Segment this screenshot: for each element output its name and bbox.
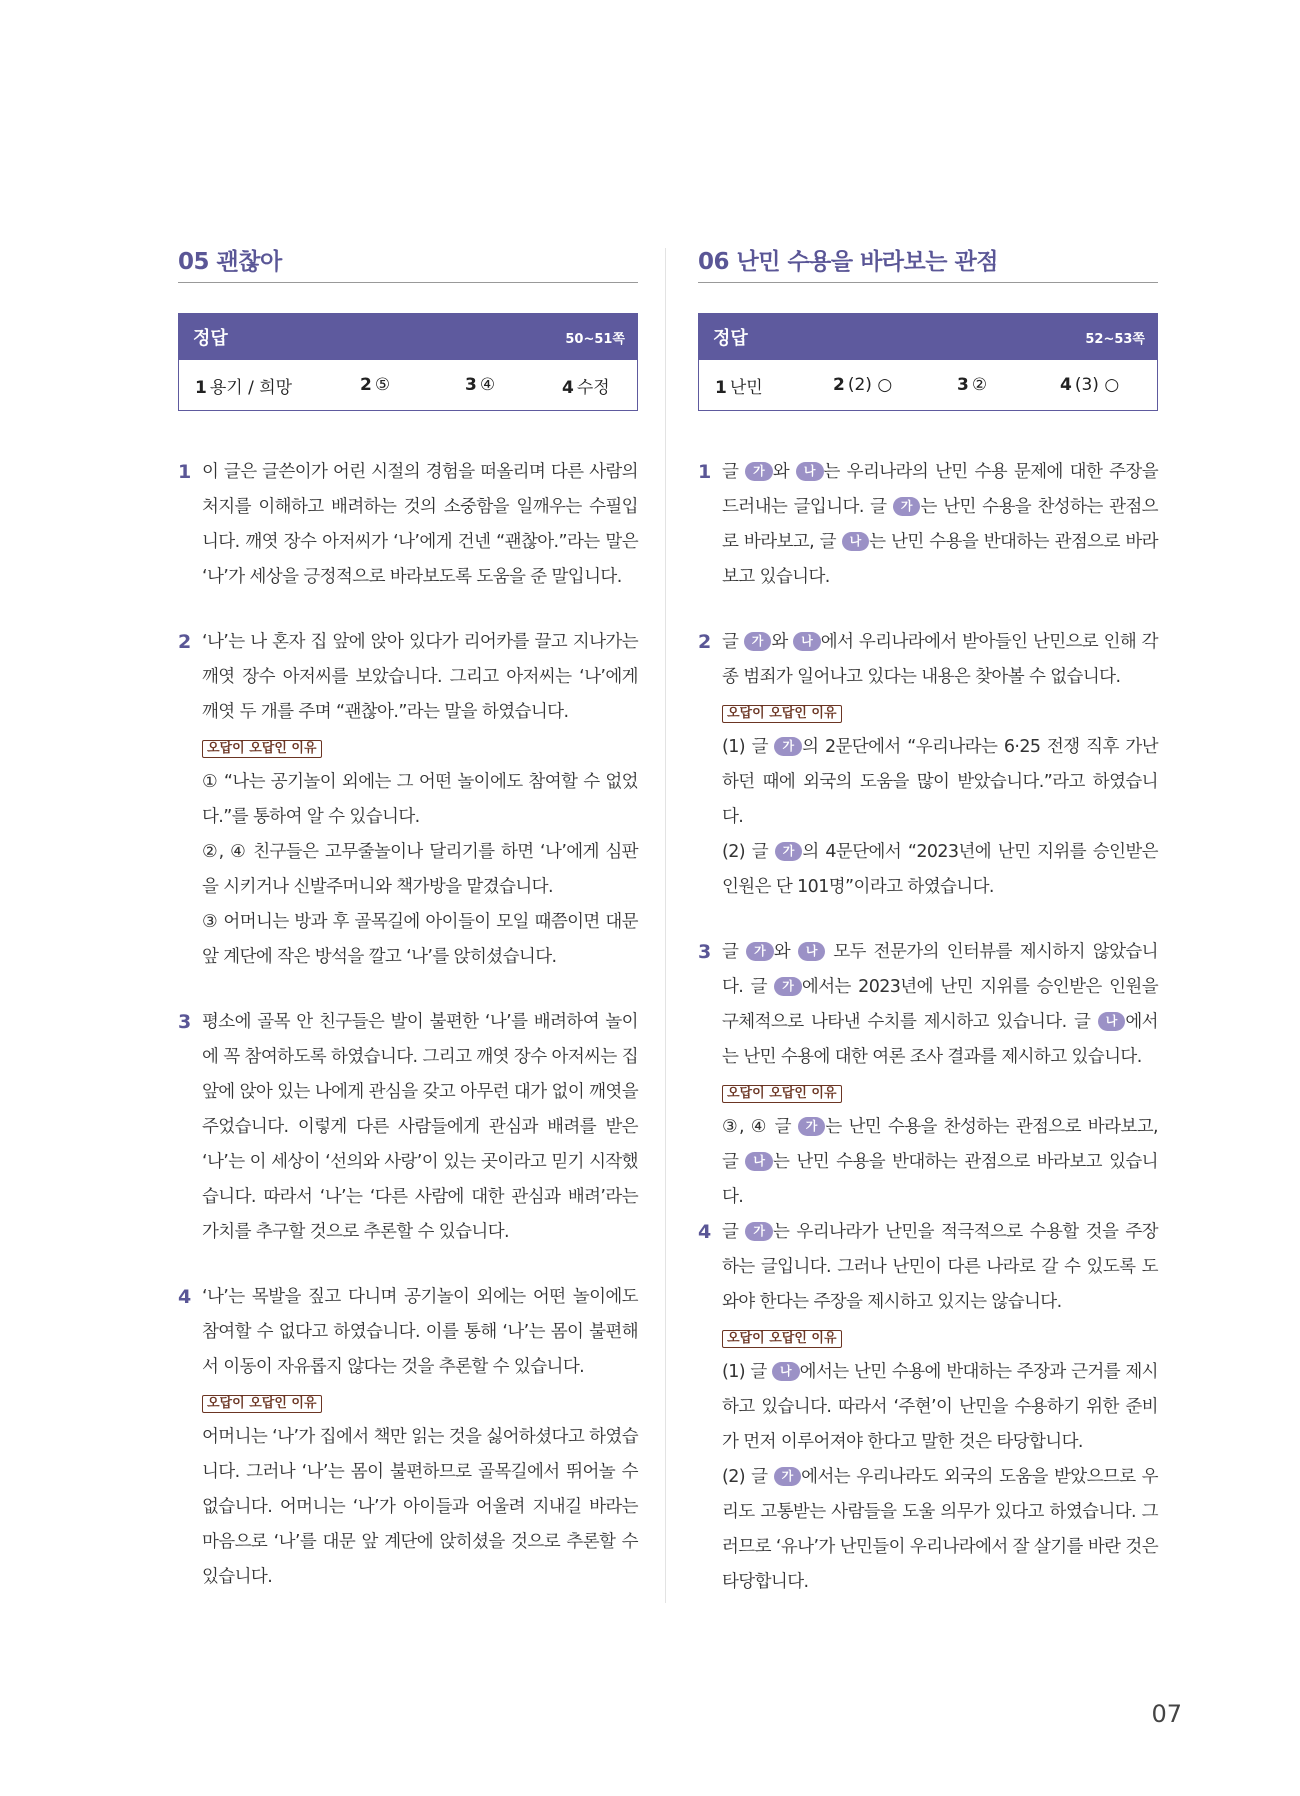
label-ga-badge: 가 [746,942,774,961]
label-ga-badge: 가 [745,1222,773,1241]
answer-row [699,360,1157,410]
item-number: 1 [698,461,711,483]
label-ga-badge: 가 [774,977,802,996]
answer-2: 2 ⑤ [360,375,391,395]
wrong-answer-tag: 오답이 오답인 이유 [202,1395,322,1413]
item-text: ‘나’는 나 혼자 집 앞에 앉아 있다가 리어카를 끌고 지나가는 깨엿 장수 아저씨를 보았습니다. 그리고 아저씨는 ‘나’에게 깨엿 두 개를 주며 “괜찮아.”라는 말을 하였습니다. [202,632,638,722]
answer-3: 3 ② [957,375,988,395]
explanation-item [178,625,638,975]
item-number: 3 [178,1011,191,1033]
wrong-answer-tag: 오답이 오답인 이유 [722,1085,842,1103]
explanation-list [178,455,638,1595]
answer-box [178,313,638,411]
section-06 [698,248,1158,1600]
page-number: 07 [1151,1700,1182,1728]
explanation-item [178,1005,638,1250]
label-na-badge: 나 [842,532,870,551]
answer-4: 4 수정 [562,377,610,398]
note-text: ① “나는 공기놀이 외에는 그 어떤 놀이에도 참여할 수 없었다.”를 통하여 알 수 있습니다. [202,772,638,827]
wrong-answer-tag: 오답이 오답인 이유 [202,740,322,758]
note-text: ②, ④ 친구들은 고무줄놀이나 달리기를 하면 ‘나’에게 심판을 시키거나 신발주머니와 책가방을 맡겼습니다. [202,842,638,897]
label-ga-badge: 가 [774,737,802,756]
label-ga-badge: 가 [744,632,772,651]
answer-label: 정답 [193,328,228,349]
item-text: 글 가 와 나 모두 전문가의 인터뷰를 제시하지 않았습니다. 글 가 에서는 2023년에 난민 지위를 승인받은 인원을 구체적으로 나타낸 수치를 제시하고 있습니다. 글 나 에서는 난민 수용에 대한 여론 조사 결과를 제시하고 있습니다. [722,942,1158,1067]
column-divider [665,248,666,1603]
answer-box [698,313,1158,411]
note-text: (2) 글 가 의 4문단에서 “2023년에 난민 지위를 승인받은 인원은 단 101명”이라고 하였습니다. [722,842,1158,897]
answer-label: 정답 [713,328,748,349]
item-text: 글 가 와 나 는 우리나라의 난민 수용 문제에 대한 주장을 드러내는 글입니다. 글 가 는 난민 수용을 찬성하는 관점으로 바라보고, 글 나 는 난민 수용을 반대하는 관점으로 바라보고 있습니다. [722,462,1159,587]
page-range: 52~53쪽 [1085,331,1145,347]
note-text: (1) 글 나 에서는 난민 수용에 반대하는 주장과 근거를 제시하고 있습니다. 따라서 ‘주현’이 난민을 수용하기 위한 준비가 먼저 이루어져야 한다고 말한 것은 타당합니다. [722,1362,1158,1452]
label-ga-badge: 가 [893,497,921,516]
explanation-item [698,1215,1158,1600]
note-text: (2) 글 가 에서는 우리나라도 외국의 도움을 받았으므로 우리도 고통받는 사람들을 도울 의무가 있다고 하였습니다. 그러므로 ‘유나’가 난민들이 우리나라에서 잘 살기를 바란 것은 타당합니다. [722,1467,1158,1592]
answer-box-header [699,314,1157,360]
item-number: 3 [698,941,711,963]
label-ga-badge: 가 [798,1117,826,1136]
item-text: 글 가 와 나 에서 우리나라에서 받아들인 난민으로 인해 각종 범죄가 일어나고 있다는 내용은 찾아볼 수 없습니다. [722,632,1158,687]
explanation-item [178,455,638,595]
label-na-badge: 나 [1098,1012,1126,1031]
answer-1: 1 용기 / 희망 [195,377,293,398]
wrong-answer-tag: 오답이 오답인 이유 [722,705,842,723]
answer-4: 4 (3) ○ [1060,375,1120,395]
item-number: 2 [698,631,711,653]
explanation-list [698,455,1158,1600]
answer-row [179,360,637,410]
answer-3: 3 ④ [465,375,496,395]
explanation-item [698,455,1158,595]
label-na-badge: 나 [772,1362,800,1381]
explanation-item [698,625,1158,905]
item-text: 이 글은 글쓴이가 어린 시절의 경험을 떠올리며 다른 사람의 처지를 이해하고 배려하는 것의 소중함을 일깨우는 수필입니다. 깨엿 장수 아저씨가 ‘나’에게 건넨 “괜찮아.”라는 말은 ‘나’가 세상을 긍정적으로 바라보도록 도움을 준 말입니다. [202,462,638,587]
section-title: 06 난민 수용을 바라보는 관점 [698,248,1158,283]
answer-box-header [179,314,637,360]
label-ga-badge: 가 [775,842,803,861]
item-number: 4 [178,1286,191,1308]
label-na-badge: 나 [798,942,826,961]
answer-2: 2 (2) ○ [833,375,893,395]
label-na-badge: 나 [793,632,821,651]
item-text: ‘나’는 목발을 짚고 다니며 공기놀이 외에는 어떤 놀이에도 참여할 수 없다고 하였습니다. 이를 통해 ‘나’는 몸이 불편해서 이동이 자유롭지 않다는 것을 추론할 수 있습니다. [202,1287,638,1377]
note-text: ③, ④ 글 가 는 난민 수용을 찬성하는 관점으로 바라보고, 글 나 는 난민 수용을 반대하는 관점으로 바라보고 있습니다. [722,1117,1158,1207]
note-text: (1) 글 가 의 2문단에서 “우리나라는 6·25 전쟁 직후 가난하던 때에 외국의 도움을 많이 받았습니다.”라고 하였습니다. [722,737,1158,827]
label-na-badge: 나 [796,462,824,481]
label-ga-badge: 가 [745,462,773,481]
explanation-item [178,1280,638,1595]
section-title: 05 괜찮아 [178,248,638,283]
note-text: ③ 어머니는 방과 후 골목길에 아이들이 모일 때쯤이면 대문 앞 계단에 작은 방석을 깔고 ‘나’를 앉히셨습니다. [202,912,638,967]
explanation-item [698,935,1158,1215]
answer-1: 1 난민 [715,377,763,398]
item-text: 글 가 는 우리나라가 난민을 적극적으로 수용할 것을 주장하는 글입니다. 그러나 난민이 다른 나라로 갈 수 있도록 도와야 한다는 주장을 제시하고 있지는 않습니다. [722,1222,1158,1312]
section-05 [178,248,638,1595]
item-text: 평소에 골목 안 친구들은 발이 불편한 ‘나’를 배려하여 놀이에 꼭 참여하도록 하였습니다. 그리고 깨엿 장수 아저씨는 집 앞에 앉아 있는 나에게 관심을 갖고 아무런 대가 없이 깨엿을 주었습니다. 이렇게 다른 사람들에게 관심과 배려를 받은 ‘나’는 이 세상이 ‘선의와 사랑’이 있는 곳이라고 믿기 시작했습니다. 따라서 ‘나’는 ‘다른 사람에 대한 관심과 배려’라는 가치를 추구할 것으로 추론할 수 있습니다. [202,1012,638,1242]
label-ga-badge: 가 [774,1467,802,1486]
wrong-answer-tag: 오답이 오답인 이유 [722,1330,842,1348]
item-number: 1 [178,461,191,483]
page-range: 50~51쪽 [565,331,625,347]
label-na-badge: 나 [745,1152,773,1171]
item-number: 4 [698,1221,711,1243]
note-text: 어머니는 ‘나’가 집에서 책만 읽는 것을 싫어하셨다고 하였습니다. 그러나 ‘나’는 몸이 불편하므로 골목길에서 뛰어놀 수 없습니다. 어머니는 ‘나’가 아이들과 어울려 지내길 바라는 마음으로 ‘나’를 대문 앞 계단에 앉히셨을 것으로 추론할 수 있습니다. [202,1427,638,1587]
item-number: 2 [178,631,191,653]
